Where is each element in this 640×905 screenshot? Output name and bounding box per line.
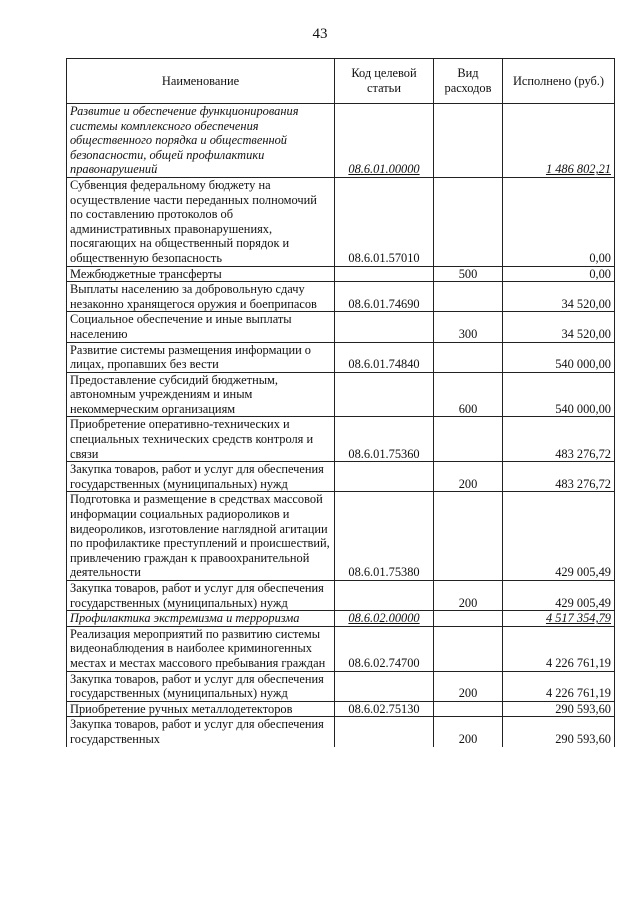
row-amount-cell: 483 276,72 [503, 462, 615, 492]
row-name-cell: Приобретение ручных металлодетекторов [67, 701, 335, 717]
row-name-cell: Развитие системы размещения информации о лицах, пропавших без вести [67, 342, 335, 372]
row-code-cell: 08.6.01.57010 [335, 177, 434, 266]
row-kind-cell [434, 342, 503, 372]
row-name-cell: Развитие и обеспечение функционирования системы комплексного обеспечения общественного порядка и общественной безопасности, общей профилактики правонарушений [67, 104, 335, 178]
row-amount-cell: 429 005,49 [503, 581, 615, 611]
table-row [67, 266, 615, 282]
row-name-cell: Реализация мероприятий по развитию системы видеонаблюдения в наиболее криминогенных местах и местах массового пребывания граждан [67, 626, 335, 671]
row-code-cell [335, 717, 434, 747]
row-amount-cell: 4 226 761,19 [503, 626, 615, 671]
row-amount-cell: 1 486 802,21 [503, 104, 615, 178]
row-code-cell: 08.6.02.74700 [335, 626, 434, 671]
table-row [67, 417, 615, 462]
row-name-cell: Закупка товаров, работ и услуг для обеспечения государственных (муниципальных) нужд [67, 462, 335, 492]
table-header-row [67, 59, 615, 104]
row-code-cell: 08.6.02.75130 [335, 701, 434, 717]
page-number: 43 [312, 26, 328, 42]
table-row [67, 492, 615, 581]
program-row [67, 104, 615, 178]
row-code-cell [335, 462, 434, 492]
row-code-cell [335, 671, 434, 701]
row-name-cell: Межбюджетные трансферты [67, 266, 335, 282]
row-amount-cell: 540 000,00 [503, 372, 615, 417]
row-amount-cell: 34 520,00 [503, 282, 615, 312]
table-row [67, 717, 615, 747]
row-name-cell: Закупка товаров, работ и услуг для обеспечения государственных (муниципальных) нужд [67, 671, 335, 701]
table-row [67, 282, 615, 312]
table-row [67, 701, 615, 717]
row-amount-cell: 540 000,00 [503, 342, 615, 372]
row-kind-cell [434, 177, 503, 266]
table-row [67, 372, 615, 417]
row-kind-cell [434, 701, 503, 717]
row-kind-cell: 500 [434, 266, 503, 282]
row-name-cell: Приобретение оперативно-технических и специальных технических средств контроля и связи [67, 417, 335, 462]
header-kind: Вид расходов [434, 59, 503, 104]
row-kind-cell [434, 611, 503, 627]
header-name: Наименование [67, 59, 335, 104]
row-code-cell: 08.6.01.74840 [335, 342, 434, 372]
row-code-cell: 08.6.01.00000 [335, 104, 434, 178]
row-code-cell: 08.6.01.75360 [335, 417, 434, 462]
row-kind-cell: 200 [434, 462, 503, 492]
row-kind-cell: 200 [434, 581, 503, 611]
header-code: Код целевой статьи [335, 59, 434, 104]
row-code-cell: 08.6.02.00000 [335, 611, 434, 627]
row-name-cell: Закупка товаров, работ и услуг для обеспечения государственных [67, 717, 335, 747]
row-amount-cell: 0,00 [503, 266, 615, 282]
row-amount-cell: 0,00 [503, 177, 615, 266]
row-kind-cell [434, 104, 503, 178]
row-code-cell: 08.6.01.75380 [335, 492, 434, 581]
row-name-cell: Профилактика экстремизма и терроризма [67, 611, 335, 627]
table-row [67, 177, 615, 266]
row-name-cell: Выплаты населению за добровольную сдачу незаконно хранящегося оружия и боеприпасов [67, 282, 335, 312]
row-kind-cell: 600 [434, 372, 503, 417]
row-kind-cell: 300 [434, 312, 503, 342]
row-kind-cell [434, 417, 503, 462]
header-amount: Исполнено (руб.) [503, 59, 615, 104]
row-kind-cell: 200 [434, 717, 503, 747]
row-name-cell: Социальное обеспечение и иные выплаты населению [67, 312, 335, 342]
table-row [67, 581, 615, 611]
row-amount-cell: 429 005,49 [503, 492, 615, 581]
row-kind-cell [434, 626, 503, 671]
row-amount-cell: 34 520,00 [503, 312, 615, 342]
row-kind-cell: 200 [434, 671, 503, 701]
row-code-cell [335, 581, 434, 611]
row-name-cell: Подготовка и размещение в средствах массовой информации социальных радиороликов и видеороликов, изготовление наглядной агитации по профилактике преступлений и происшествий, привлечению граждан к правоохранительной деятельности [67, 492, 335, 581]
budget-execution-table [66, 58, 615, 747]
row-name-cell: Предоставление субсидий бюджетным, автономным учреждениям и иным некоммерческим организациям [67, 372, 335, 417]
row-code-cell [335, 372, 434, 417]
table-row [67, 626, 615, 671]
row-kind-cell [434, 282, 503, 312]
row-code-cell: 08.6.01.74690 [335, 282, 434, 312]
row-amount-cell: 4 226 761,19 [503, 671, 615, 701]
row-code-cell [335, 266, 434, 282]
row-name-cell: Субвенция федеральному бюджету на осуществление части переданных полномочий по составлению протоколов об административных правонарушениях, посягающих на общественный порядок и общественную безопасность [67, 177, 335, 266]
row-amount-cell: 4 517 354,79 [503, 611, 615, 627]
row-code-cell [335, 312, 434, 342]
table-row [67, 312, 615, 342]
table-row [67, 342, 615, 372]
table-row [67, 671, 615, 701]
row-amount-cell: 290 593,60 [503, 701, 615, 717]
program-row [67, 611, 615, 627]
row-amount-cell: 290 593,60 [503, 717, 615, 747]
row-kind-cell [434, 492, 503, 581]
table-row [67, 462, 615, 492]
row-name-cell: Закупка товаров, работ и услуг для обеспечения государственных (муниципальных) нужд [67, 581, 335, 611]
row-amount-cell: 483 276,72 [503, 417, 615, 462]
